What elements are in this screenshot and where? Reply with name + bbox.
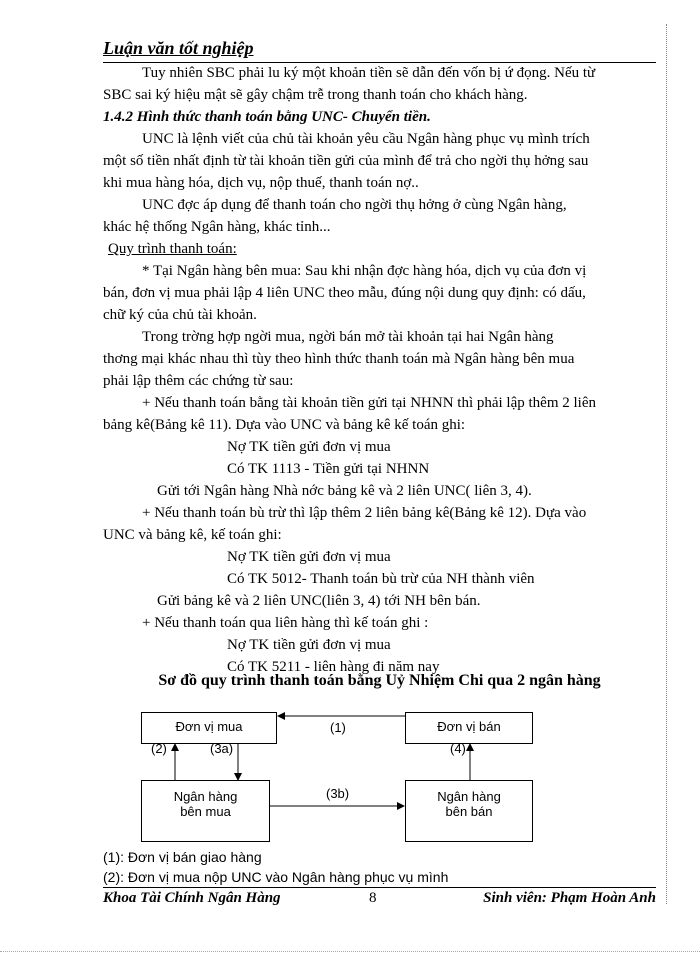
page-header: Luận văn tốt nghiệp: [103, 38, 656, 63]
para5-line3: phải lập thêm các chứng từ sau:: [103, 373, 294, 389]
box-bank-seller-line1: Ngân hàng: [437, 789, 501, 804]
item2-send: Gửi bảng kê và 2 liên UNC(liên 3, 4) tới NH bên bán.: [157, 593, 481, 609]
item1-line1: + Nếu thanh toán bằng tài khoản tiền gửi tại NHNN thì phải lập thêm 2 liên: [142, 395, 596, 411]
item3-line1: + Nếu thanh toán qua liên hàng thì kế toán ghi :: [142, 615, 429, 631]
para1-line1: Tuy nhiên SBC phải lu ký một khoản tiền sẽ dẫn đến vốn bị ứ đọng. Nếu từ: [142, 65, 596, 81]
label-1: (1): [330, 720, 346, 735]
footer-faculty: Khoa Tài Chính Ngân Hàng: [103, 890, 281, 906]
item2-credit: Có TK 5012- Thanh toán bù trừ của NH thành viên: [227, 571, 535, 587]
label-2: (2): [151, 741, 167, 756]
label-4: (4): [450, 741, 466, 756]
item3-credit: Có TK 5211 - liên hàng đi năm nay: [227, 659, 440, 675]
item3-debit: Nợ TK tiền gửi đơn vị mua: [227, 637, 391, 653]
para3-line2: khác hệ thống Ngân hàng, khác tỉnh...: [103, 219, 331, 235]
box-bank-buyer: [141, 780, 270, 842]
para2-line2: một số tiền nhất định từ tài khoản tiền gửi của mình để trả cho ngời thụ hởng sau: [103, 153, 589, 169]
diagram-title: Sơ đồ quy trình thanh toán bằng Uỷ Nhiệm Chi qua 2 ngân hàng: [158, 672, 601, 689]
box-bank-buyer-line2: bên mua: [180, 804, 231, 819]
para5-line1: Trong trờng hợp ngời mua, ngời bán mở tài khoản tại hai Ngân hàng: [142, 329, 554, 345]
para3-line1: UNC đợc áp dụng để thanh toán cho ngời thụ hởng ở cùng Ngân hàng,: [142, 197, 567, 213]
box-bank-seller-line2: bên bán: [445, 804, 493, 819]
note-2: (2): Đơn vị mua nộp UNC vào Ngân hàng phục vụ mình: [103, 869, 449, 885]
para5-line2: thơng mại khác nhau thì tùy theo hình thức thanh toán mà Ngân hàng bên mua: [103, 351, 575, 367]
box-bank-buyer-line1: Ngân hàng: [173, 789, 238, 804]
process-label: Quy trình thanh toán:: [108, 241, 237, 257]
box-seller: Đơn vị bán: [405, 712, 533, 744]
box-bank-seller: [405, 780, 533, 842]
footer-student: Sinh viên: Phạm Hoàn Anh: [483, 890, 656, 906]
item2-line2: UNC và bảng kê, kế toán ghi:: [103, 527, 282, 543]
para4-line1: * Tại Ngân hàng bên mua: Sau khi nhận đợc hàng hóa, dịch vụ của đơn vị: [142, 263, 587, 279]
label-3a: (3a): [210, 741, 234, 756]
para4-line2: bán, đơn vị mua phải lập 4 liên UNC theo mẫu, đúng nội dung quy định: có dấu,: [103, 285, 586, 301]
para2-line1: UNC là lệnh viết của chủ tài khoản yêu cầu Ngân hàng phục vụ mình trích: [142, 131, 590, 147]
item1-line2: bảng kê(Bảng kê 11). Dựa vào UNC và bảng kê kế toán ghi:: [103, 417, 466, 433]
item1-send: Gửi tới Ngân hàng Nhà nớc bảng kê và 2 liên UNC( liên 3, 4).: [157, 483, 532, 499]
item2-debit: Nợ TK tiền gửi đơn vị mua: [227, 549, 391, 565]
label-3b: (3b): [326, 786, 350, 801]
para1-line2: SBC sai ký hiệu mật sẽ gây chậm trễ trong thanh toán cho khách hàng.: [103, 87, 528, 103]
box-buyer: Đơn vị mua: [141, 712, 277, 744]
para4-line3: chữ ký của chủ tài khoản.: [103, 307, 257, 323]
note-1: (1): Đơn vị bán giao hàng: [103, 849, 262, 865]
para2-line3: khi mua hàng hóa, dịch vụ, nộp thuế, thanh toán nợ..: [103, 175, 419, 191]
item2-line1: + Nếu thanh toán bù trừ thì lập thêm 2 liên bảng kê(Bảng kê 12). Dựa vào: [142, 505, 587, 521]
section-heading: 1.4.2 Hình thức thanh toán bằng UNC- Chuyển tiền.: [103, 109, 431, 125]
page-number: 8: [369, 890, 377, 906]
page-footer: [103, 887, 656, 907]
item1-debit: Nợ TK tiền gửi đơn vị mua: [227, 439, 391, 455]
item1-credit: Có TK 1113 - Tiền gửi tại NHNN: [227, 461, 430, 477]
